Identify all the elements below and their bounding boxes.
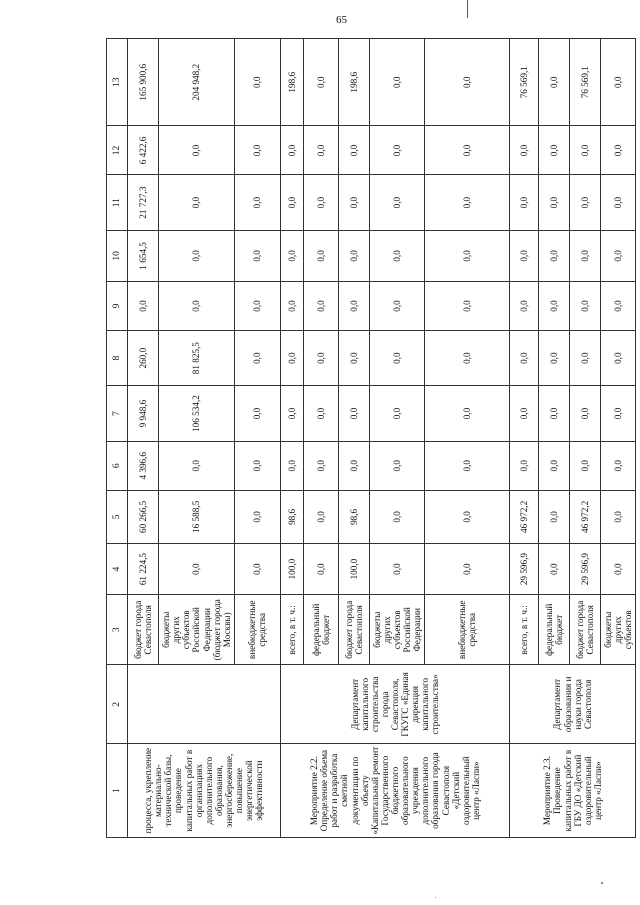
value-cell: 0,0	[158, 126, 234, 175]
value-cell: 0,0	[235, 386, 281, 441]
total-cell: 76 569,1	[510, 39, 539, 126]
value-cell: 1 654,5	[127, 230, 158, 281]
value-cell: 0,0	[338, 126, 369, 175]
header-cell: 10	[107, 230, 128, 281]
table-row	[510, 39, 539, 838]
value-cell: 0,0	[510, 441, 539, 490]
value-cell: 100,0	[280, 544, 303, 595]
total-cell: 204 948,2	[158, 39, 234, 126]
value-cell: 0,0	[235, 126, 281, 175]
value-cell: 61 224,5	[127, 544, 158, 595]
value-cell: 0,0	[510, 126, 539, 175]
funding-source: федеральный бюджет	[539, 595, 570, 665]
value-cell: 0,0	[303, 441, 338, 490]
header-cell: 13	[107, 39, 128, 126]
measure-description: Мероприятие 2.3. Проведение капитальных работ в ГБУ ДО «Детский оздоровительный центр «Ласпи»	[510, 744, 636, 838]
header-cell: 3	[107, 595, 128, 665]
value-cell: 0,0	[601, 330, 636, 385]
header-cell: 4	[107, 544, 128, 595]
value-cell: 0,0	[570, 175, 601, 230]
rotated-table-wrapper	[106, 38, 636, 838]
value-cell: 0,0	[303, 281, 338, 330]
value-cell: 0,0	[570, 281, 601, 330]
header-cell: 5	[107, 490, 128, 543]
value-cell: 0,0	[280, 126, 303, 175]
value-cell: 100,0	[338, 544, 369, 595]
value-cell: 0,0	[369, 386, 424, 441]
value-cell: 0,0	[425, 490, 510, 543]
budget-table	[106, 38, 636, 838]
value-cell: 0,0	[235, 544, 281, 595]
funding-source: внебюджетные средства	[235, 595, 281, 665]
funding-source: внебюджетные средства	[425, 595, 510, 665]
value-cell: 0,0	[369, 330, 424, 385]
value-cell: 0,0	[539, 281, 570, 330]
funding-source: всего, в т. ч.:	[510, 595, 539, 665]
value-cell: 0,0	[369, 175, 424, 230]
value-cell: 0,0	[303, 490, 338, 543]
value-cell: 0,0	[425, 330, 510, 385]
value-cell: 0,0	[303, 230, 338, 281]
funding-source: бюджеты других субъектов	[601, 595, 636, 665]
header-cell: 12	[107, 126, 128, 175]
value-cell: 0,0	[158, 441, 234, 490]
total-cell: 198,6	[338, 39, 369, 126]
value-cell: 0,0	[303, 126, 338, 175]
funding-source: бюджеты других субъектов Российской Федерации	[369, 595, 424, 665]
total-cell: 0,0	[425, 39, 510, 126]
value-cell: 0,0	[280, 386, 303, 441]
value-cell: 0,0	[539, 490, 570, 543]
value-cell: 0,0	[510, 386, 539, 441]
value-cell: 0,0	[570, 330, 601, 385]
table-row	[280, 39, 303, 838]
value-cell: 9 948,6	[127, 386, 158, 441]
value-cell: 0,0	[601, 441, 636, 490]
value-cell: 0,0	[369, 544, 424, 595]
value-cell: 0,0	[369, 126, 424, 175]
value-cell: 0,0	[539, 441, 570, 490]
value-cell: 0,0	[425, 230, 510, 281]
value-cell: 0,0	[235, 490, 281, 543]
header-cell: 8	[107, 330, 128, 385]
value-cell: 0,0	[570, 386, 601, 441]
value-cell: 0,0	[425, 386, 510, 441]
header-cell: 9	[107, 281, 128, 330]
measure-description: Мероприятие 2.2. Определение объема работ и разработка сметной документации по объекту «Капитальный ремонт Государственного бюджетного образовательного учреждения дополнительного образования города Севастополя «Детский оздоровительный центр «Ласпи»	[280, 744, 509, 838]
value-cell: 0,0	[158, 175, 234, 230]
value-cell: 106 534,2	[158, 386, 234, 441]
value-cell: 0,0	[303, 544, 338, 595]
funding-source: бюджет города Севастополя	[127, 595, 158, 665]
value-cell: 0,0	[369, 230, 424, 281]
value-cell: 0,0	[539, 230, 570, 281]
value-cell: 0,0	[539, 544, 570, 595]
value-cell: 0,0	[235, 281, 281, 330]
total-cell: 0,0	[601, 39, 636, 126]
funding-source: бюджет города Севастополя	[338, 595, 369, 665]
funding-source: бюджет города Севастополя	[570, 595, 601, 665]
value-cell: 81 825,5	[158, 330, 234, 385]
value-cell: 0,0	[539, 330, 570, 385]
value-cell: 0,0	[369, 281, 424, 330]
value-cell: 260,0	[127, 330, 158, 385]
total-cell: 0,0	[369, 39, 424, 126]
value-cell: 0,0	[280, 330, 303, 385]
value-cell: 0,0	[235, 230, 281, 281]
executor-cell	[127, 665, 280, 744]
total-cell: 0,0	[235, 39, 281, 126]
value-cell: 0,0	[510, 281, 539, 330]
funding-source: бюджеты других субъектов Российской Федерации (бюджет города Москвы)	[158, 595, 234, 665]
value-cell: 0,0	[338, 230, 369, 281]
value-cell: 0,0	[601, 544, 636, 595]
value-cell: 0,0	[510, 330, 539, 385]
header-row	[107, 39, 128, 838]
value-cell: 4 396,6	[127, 441, 158, 490]
value-cell: 0,0	[601, 490, 636, 543]
value-cell: 60 266,5	[127, 490, 158, 543]
header-cell: 7	[107, 386, 128, 441]
value-cell: 0,0	[303, 330, 338, 385]
funding-source: всего, в т. ч.:	[280, 595, 303, 665]
header-cell: 1	[107, 744, 128, 838]
value-cell: 0,0	[158, 230, 234, 281]
value-cell: 0,0	[601, 175, 636, 230]
value-cell: 0,0	[338, 175, 369, 230]
value-cell: 0,0	[425, 441, 510, 490]
total-cell: 76 569,1	[570, 39, 601, 126]
value-cell: 0,0	[303, 386, 338, 441]
value-cell: 98,6	[338, 490, 369, 543]
value-cell: 0,0	[280, 175, 303, 230]
header-cell: 11	[107, 175, 128, 230]
value-cell: 0,0	[601, 386, 636, 441]
value-cell: 0,0	[235, 175, 281, 230]
value-cell: 0,0	[539, 126, 570, 175]
value-cell: 0,0	[570, 126, 601, 175]
scan-speck	[601, 882, 603, 884]
header-cell: 6	[107, 441, 128, 490]
value-cell: 16 588,5	[158, 490, 234, 543]
value-cell: 0,0	[235, 441, 281, 490]
value-cell: 0,0	[601, 281, 636, 330]
table-row	[127, 39, 158, 838]
scan-mark-line	[467, 0, 468, 18]
page-number: 65	[336, 14, 347, 26]
value-cell: 0,0	[539, 386, 570, 441]
value-cell: 0,0	[570, 230, 601, 281]
value-cell: 46 972,2	[570, 490, 601, 543]
total-cell: 198,6	[280, 39, 303, 126]
value-cell: 0,0	[601, 126, 636, 175]
value-cell: 0,0	[235, 330, 281, 385]
value-cell: 0,0	[570, 441, 601, 490]
funding-source: федеральный бюджет	[303, 595, 338, 665]
measure-description: процесса, укрепление материально-технической базы, проведение капитальных работ в организациях дополнительного образования, энергосбережение, повышение энергетической эффективности	[127, 744, 280, 838]
value-cell: 29 596,9	[510, 544, 539, 595]
value-cell: 0,0	[425, 544, 510, 595]
value-cell: 0,0	[425, 126, 510, 175]
scan-speck	[435, 897, 436, 898]
value-cell: 29 596,9	[570, 544, 601, 595]
value-cell: 0,0	[425, 281, 510, 330]
value-cell: 0,0	[280, 441, 303, 490]
value-cell: 0,0	[369, 441, 424, 490]
value-cell: 0,0	[510, 175, 539, 230]
executor-cell: Департамент образования и науки города Севастополя	[510, 665, 636, 744]
value-cell: 0,0	[338, 281, 369, 330]
value-cell: 0,0	[303, 175, 338, 230]
value-cell: 0,0	[127, 281, 158, 330]
value-cell: 46 972,2	[510, 490, 539, 543]
value-cell: 0,0	[539, 175, 570, 230]
value-cell: 0,0	[425, 175, 510, 230]
value-cell: 0,0	[338, 386, 369, 441]
value-cell: 21 727,3	[127, 175, 158, 230]
total-cell: 0,0	[539, 39, 570, 126]
value-cell: 0,0	[158, 281, 234, 330]
value-cell: 0,0	[369, 490, 424, 543]
value-cell: 0,0	[601, 230, 636, 281]
header-cell: 2	[107, 665, 128, 744]
total-cell: 0,0	[303, 39, 338, 126]
value-cell: 0,0	[280, 281, 303, 330]
value-cell: 0,0	[158, 544, 234, 595]
executor-cell: Департамент капитального строительства города Севастополя, ГКУГС «Единая дирекция капитального строительства»	[280, 665, 509, 744]
value-cell: 6 422,6	[127, 126, 158, 175]
value-cell: 98,6	[280, 490, 303, 543]
value-cell: 0,0	[280, 230, 303, 281]
value-cell: 0,0	[338, 441, 369, 490]
value-cell: 0,0	[510, 230, 539, 281]
total-cell: 165 900,6	[127, 39, 158, 126]
value-cell: 0,0	[338, 330, 369, 385]
